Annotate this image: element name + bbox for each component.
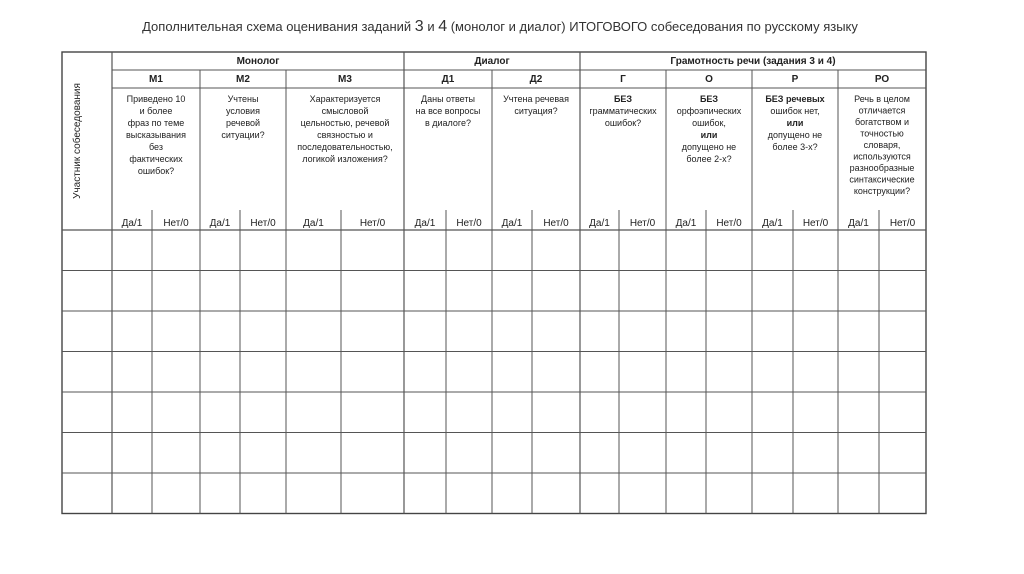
criterion-description-line: разнообразные <box>849 163 915 173</box>
group-header: Монолог <box>236 56 280 67</box>
yes-label: Да/1 <box>501 218 523 229</box>
criterion-description-line: речевой <box>225 118 261 128</box>
criterion-description-line: используются <box>853 151 911 162</box>
criterion-description-line: последовательностью, <box>297 142 393 152</box>
title-number-4: 4 <box>438 18 448 35</box>
group-header: Диалог <box>474 56 510 67</box>
criterion-description-line: допущено не <box>767 130 823 140</box>
criterion-description-line: в диалоге? <box>424 118 472 128</box>
title-number-3: 3 <box>414 18 424 35</box>
no-label: Нет/0 <box>889 218 916 229</box>
group-header: Грамотность речи (задания 3 и 4) <box>670 56 836 67</box>
criterion-description-line: грамматических <box>589 106 657 116</box>
criterion-description-line: ситуация? <box>514 106 558 116</box>
criterion-description-line: связностью и <box>317 130 373 140</box>
criterion-description-line: Учтены <box>227 94 259 104</box>
yes-label: Да/1 <box>303 218 324 229</box>
criterion-description-line: конструкции? <box>853 186 911 196</box>
criterion-description-line: ошибок? <box>604 118 642 128</box>
criterion-description-line: или <box>700 130 718 140</box>
title-part1: Дополнительная схема оценивания заданий <box>142 19 415 34</box>
no-label: Нет/0 <box>629 218 656 229</box>
yes-label: Да/1 <box>209 218 231 229</box>
criterion-description-line: фраз по теме <box>127 118 185 128</box>
yes-label: Да/1 <box>589 218 610 229</box>
no-label: Нет/0 <box>250 218 276 229</box>
criterion-description-line: и более <box>139 106 173 116</box>
criterion-description-line: богатством и <box>854 117 910 127</box>
criterion-description-line: БЕЗ <box>699 94 719 104</box>
criterion-description-line: БЕЗ <box>613 94 633 104</box>
criterion-description-line: Речь в целом <box>854 94 910 104</box>
criterion-code: М2 <box>236 74 250 85</box>
criterion-code: М1 <box>149 74 163 85</box>
criterion-description-line: словаря, <box>863 140 901 150</box>
criterion-description-line: фактических <box>129 154 183 164</box>
criterion-code: М3 <box>338 74 352 85</box>
criterion-description-line: точностью <box>860 128 904 139</box>
criterion-description-line: отличается <box>858 105 906 116</box>
yes-label: Да/1 <box>414 218 436 229</box>
criterion-description-line: орфоэпических <box>676 106 742 116</box>
title-part2: (монолог и диалог) ИТОГОВОГО собеседования по русскому языку <box>447 19 858 34</box>
criterion-description-line: допущено не <box>681 142 737 152</box>
criterion-description-line: ошибок? <box>137 166 175 176</box>
criterion-description-line: смысловой <box>321 106 369 116</box>
yes-label: Да/1 <box>121 218 143 229</box>
no-label: Нет/0 <box>802 218 829 229</box>
no-label: Нет/0 <box>359 218 386 229</box>
criterion-description-line: БЕЗ речевых <box>765 94 825 104</box>
criterion-code: О <box>705 74 713 85</box>
criterion-description-line: ошибок нет, <box>770 106 820 116</box>
criterion-description-line: высказывания <box>126 130 186 140</box>
criterion-description-line: синтаксические <box>849 174 915 185</box>
criterion-code: Г <box>620 74 626 85</box>
criterion-description-line: условия <box>226 106 260 116</box>
criterion-code: РО <box>874 74 890 85</box>
criterion-description-line: без <box>149 142 163 152</box>
criterion-description-line: цельностью, речевой <box>300 118 390 128</box>
no-label: Нет/0 <box>543 218 569 229</box>
criterion-description-line: Характеризуется <box>309 94 381 104</box>
criterion-code: Д1 <box>441 74 455 85</box>
criterion-description-line: или <box>786 118 804 128</box>
yes-label: Да/1 <box>848 218 869 229</box>
yes-label: Да/1 <box>762 218 783 229</box>
criterion-description-line: более 3-х? <box>772 142 818 152</box>
criterion-description-line: логикой изложения? <box>302 154 388 164</box>
no-label: Нет/0 <box>716 218 742 229</box>
yes-label: Да/1 <box>675 218 697 229</box>
criterion-description-line: ошибок, <box>692 118 726 128</box>
criterion-description-line: более 2-х? <box>686 154 732 164</box>
criterion-description-line: на все вопросы <box>415 106 481 116</box>
no-label: Нет/0 <box>456 218 482 229</box>
criterion-description-line: Даны ответы <box>421 94 475 104</box>
criterion-description-line: Приведено 10 <box>126 94 186 104</box>
criterion-code: Д2 <box>529 74 543 85</box>
no-label: Нет/0 <box>163 218 189 229</box>
criterion-code: Р <box>791 74 799 85</box>
title-mid: и <box>423 19 439 34</box>
row-header-label: Участник собеседования <box>72 83 83 199</box>
criterion-description-line: ситуации? <box>221 130 265 140</box>
criterion-description-line: Учтена речевая <box>503 94 569 104</box>
